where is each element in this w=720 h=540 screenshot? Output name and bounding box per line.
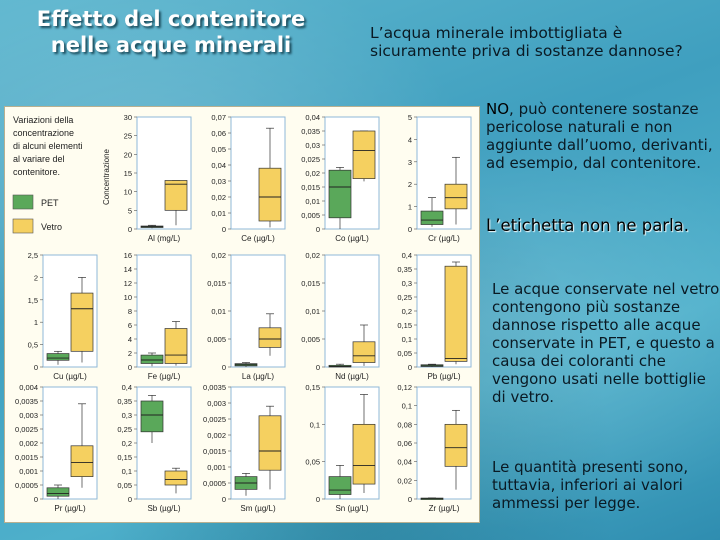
vetro-box <box>259 416 281 470</box>
tick-label: 0,1 <box>121 467 132 476</box>
tick-label: 0,002 <box>207 431 226 440</box>
tick-label: 2 <box>407 180 412 190</box>
panel-label: Nd (µg/L) <box>335 372 369 381</box>
tick-label: 0,003 <box>19 411 38 420</box>
slide-title-line-2: nelle acque minerali <box>50 33 292 57</box>
tick-label: 0,004 <box>19 383 38 392</box>
tick-label: 0,3 <box>401 279 412 288</box>
panel-label: Pb (µg/L) <box>427 372 461 381</box>
tick-label: 0,003 <box>207 399 226 408</box>
tick-label: 0,05 <box>117 481 132 490</box>
tick-label: 0,025 <box>301 155 320 164</box>
limits-paragraph: Le quantità presenti sono, tuttavia, inferiori ai valori ammessi per legge. <box>492 458 689 512</box>
tick-label: 20 <box>123 150 132 160</box>
answer-no: NO <box>486 100 510 118</box>
tick-label: 0,02 <box>211 251 226 260</box>
slide-title <box>6 6 336 58</box>
tick-label: 0,0015 <box>203 447 226 456</box>
tick-label: 0,06 <box>211 129 226 138</box>
tick-label: 0 <box>127 495 132 504</box>
tick-label: 0,015 <box>301 279 320 288</box>
tick-label: 0,001 <box>19 467 38 476</box>
legend-vetro-label: Vetro <box>41 222 63 232</box>
slide-title-line-1: Effetto del contenitore <box>36 7 306 31</box>
tick-label: 0,02 <box>305 169 320 178</box>
tick-label: 0,0025 <box>15 425 38 434</box>
vetro-box <box>165 180 187 210</box>
tick-label: 0,02 <box>397 476 412 486</box>
label-statement-end: . <box>683 216 690 235</box>
legend-title-line: Variazioni della <box>13 115 74 125</box>
tick-label: 0,06 <box>397 439 412 448</box>
tick-label: 30 <box>123 113 132 122</box>
legend-title-line: di alcuni elementi <box>13 141 83 151</box>
tick-label: 0 <box>315 225 320 234</box>
tick-label: 0 <box>315 495 320 504</box>
tick-label: 6 <box>127 321 132 330</box>
y-axis-label: Concentrazione <box>102 148 111 206</box>
vetro-box <box>445 266 467 361</box>
vetro-box <box>353 131 375 179</box>
panel-label: Cu (µg/L) <box>53 372 87 381</box>
legend-pet-label: PET <box>41 198 59 208</box>
tick-label: 0,02 <box>305 251 320 260</box>
tick-label: 2 <box>33 273 38 283</box>
tick-label: 0,1 <box>309 420 320 430</box>
vetro-box <box>259 168 281 221</box>
tick-label: 0,001 <box>207 463 226 472</box>
vetro-box <box>259 328 281 348</box>
tick-label: 0,2 <box>401 307 412 316</box>
panel-label: Cr (µg/L) <box>428 234 460 243</box>
tick-label: 0,0035 <box>15 397 38 406</box>
panel-label: Fe (µg/L) <box>147 372 181 381</box>
tick-label: 1 <box>407 202 412 212</box>
tick-label: 0,01 <box>305 307 320 316</box>
tick-label: 4 <box>407 135 412 145</box>
tick-label: 0,005 <box>207 335 226 344</box>
tick-label: 0,25 <box>397 293 412 302</box>
pet-box <box>141 355 163 363</box>
tick-label: 0 <box>407 363 412 372</box>
tick-label: 0,015 <box>301 183 320 192</box>
tick-label: 0,035 <box>301 127 320 136</box>
tick-label: 3 <box>407 157 412 167</box>
tick-label: 25 <box>123 131 132 141</box>
tick-label: 0,4 <box>401 251 412 260</box>
pet-box <box>421 211 443 224</box>
tick-label: 12 <box>123 279 132 288</box>
tick-label: 0,15 <box>397 321 412 330</box>
answer-paragraph <box>486 100 716 172</box>
tick-label: 0,02 <box>211 193 226 202</box>
label-statement-text: L’etichetta non ne parla <box>486 216 684 235</box>
panel-label: Pr (µg/L) <box>54 504 86 513</box>
tick-label: 14 <box>123 265 132 274</box>
tick-label: 0 <box>33 363 38 372</box>
panel-label: La (µg/L) <box>241 372 275 381</box>
tick-label: 0 <box>407 495 412 504</box>
tick-label: 10 <box>123 293 132 302</box>
panel-frame <box>231 255 285 367</box>
tick-label: 0,04 <box>211 161 226 170</box>
tick-label: 0,5 <box>27 340 38 350</box>
panel-label: Ce (µg/L) <box>241 234 275 243</box>
tick-label: 0,04 <box>397 457 412 467</box>
tick-label: 0,01 <box>211 307 226 316</box>
tick-label: 0,1 <box>401 335 412 344</box>
tick-label: 0,002 <box>19 439 38 448</box>
vetro-box <box>445 184 467 209</box>
legend-vetro-swatch <box>13 219 33 233</box>
pet-box <box>47 354 69 361</box>
pet-box <box>141 401 163 432</box>
answer-rest: , può contenere sostanze pericolose naturali e non aggiunte dall’uomo, derivanti, ad esempio, dal contenitore. <box>486 100 713 172</box>
tick-label: 0,07 <box>211 113 226 122</box>
tick-label: 0 <box>221 495 226 504</box>
vetro-box <box>445 424 467 466</box>
tick-label: 15 <box>123 169 132 178</box>
tick-label: 8 <box>127 307 132 316</box>
tick-label: 0 <box>127 363 132 372</box>
panel-label: Zr (µg/L) <box>428 504 460 513</box>
panel-label: Sn (µg/L) <box>335 504 369 513</box>
legend-pet-swatch <box>13 195 33 209</box>
tick-label: 0,1 <box>401 401 412 411</box>
tick-label: 0,03 <box>211 177 226 186</box>
tick-label: 0,005 <box>301 211 320 220</box>
tick-label: 0,12 <box>397 383 412 392</box>
tick-label: 0,0035 <box>203 383 226 392</box>
vetro-box <box>165 329 187 364</box>
tick-label: 0,15 <box>305 383 320 392</box>
tick-label: 0,25 <box>117 425 132 434</box>
tick-label: 0,0005 <box>203 479 226 488</box>
tick-label: 1,5 <box>27 295 38 305</box>
tick-label: 0,35 <box>397 265 412 274</box>
vetro-box <box>165 471 187 485</box>
tick-label: 0,0015 <box>15 453 38 462</box>
vetro-box <box>71 446 93 477</box>
panel-label: Sm (µg/L) <box>240 504 276 513</box>
tick-label: 0,0005 <box>15 481 38 490</box>
tick-label: 0,03 <box>305 141 320 150</box>
vetro-box <box>353 342 375 363</box>
tick-label: 0,35 <box>117 397 132 406</box>
pet-box <box>329 477 351 495</box>
pet-box <box>47 488 69 496</box>
panel-label: Al (mg/L) <box>147 234 181 243</box>
tick-label: 0,2 <box>121 439 132 448</box>
tick-label: 0,005 <box>301 335 320 344</box>
tick-label: 0 <box>221 225 226 234</box>
tick-label: 2,5 <box>27 251 38 260</box>
tick-label: 0,05 <box>211 145 226 154</box>
pet-box <box>329 170 351 218</box>
vetro-box <box>353 424 375 484</box>
tick-label: 0,05 <box>397 349 412 358</box>
panel-frame <box>137 117 191 229</box>
vetro-box <box>71 293 93 351</box>
panel-frame <box>43 387 97 499</box>
glass-paragraph: Le acque conservate nel vetro contengono più sostanze dannose rispetto alle acque conservate in PET, e questo a causa dei coloranti che vengono usati nelle bottiglie di vetro. <box>492 280 720 406</box>
tick-label: 10 <box>123 187 132 197</box>
tick-label: 4 <box>127 335 132 344</box>
tick-label: 16 <box>123 251 132 260</box>
tick-label: 0 <box>33 495 38 504</box>
tick-label: 0 <box>315 363 320 372</box>
tick-label: 0,015 <box>207 279 226 288</box>
tick-label: 5 <box>407 113 412 122</box>
boxplot-figure <box>4 106 480 523</box>
tick-label: 0,05 <box>305 457 320 467</box>
tick-label: 0 <box>221 363 226 372</box>
tick-label: 0,0025 <box>203 415 226 424</box>
tick-label: 0,01 <box>211 209 226 218</box>
tick-label: 0,01 <box>305 197 320 206</box>
legend-title-line: contenitore. <box>13 167 61 177</box>
tick-label: 0,4 <box>121 383 132 392</box>
question-text: L’acqua minerale imbottigliata è sicuramente priva di sostanze dannose? <box>370 24 683 60</box>
legend-title-line: concentrazione <box>13 128 75 138</box>
tick-label: 0 <box>407 225 412 234</box>
boxplot-svg <box>5 107 479 522</box>
tick-label: 2 <box>127 349 132 358</box>
tick-label: 0,3 <box>121 411 132 420</box>
tick-label: 1 <box>33 318 38 328</box>
tick-label: 0,15 <box>117 453 132 462</box>
panel-label: Co (µg/L) <box>335 234 369 243</box>
tick-label: 5 <box>127 206 132 216</box>
label-statement <box>486 216 716 236</box>
tick-label: 0,08 <box>397 420 412 430</box>
panel-label: Sb (µg/L) <box>147 504 181 513</box>
tick-label: 0,04 <box>305 113 320 122</box>
tick-label: 0 <box>127 225 132 234</box>
legend-title-line: al variare del <box>13 154 65 164</box>
